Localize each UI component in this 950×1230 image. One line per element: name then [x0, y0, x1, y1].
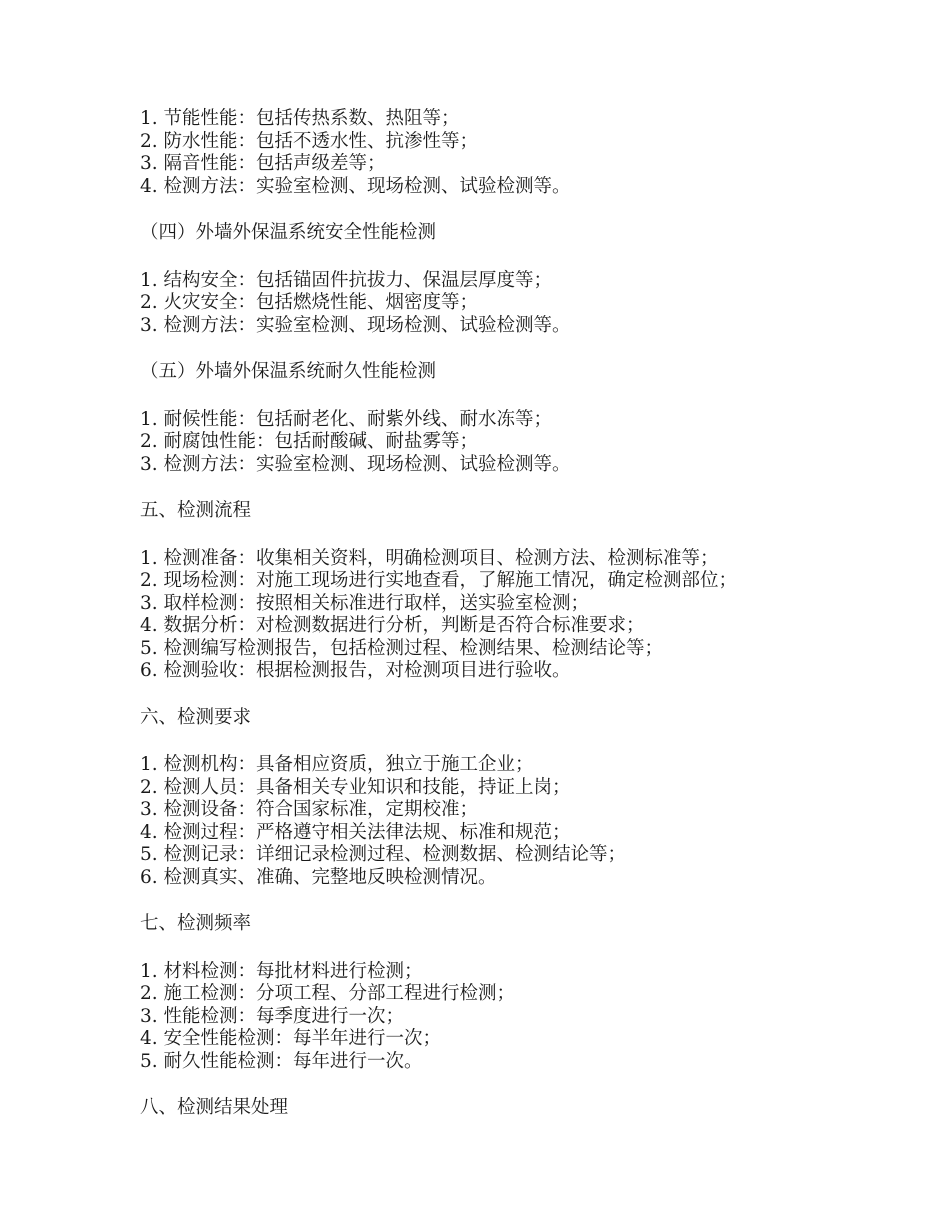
- list-item: 2. 火灾安全：包括燃烧性能、烟密度等；: [140, 292, 479, 313]
- list-item: 5. 检测记录：详细记录检测过程、检测数据、检测结论等；: [140, 844, 627, 865]
- list-item: 2. 检测人员：具备相关专业知识和技能，持证上岗；: [140, 776, 571, 798]
- list-item: 2. 耐腐蚀性能：包括耐酸碱、耐盐雾等；: [140, 431, 479, 452]
- list-item: 5. 检测编写检测报告，包括检测过程、检测结果、检测结论等；: [140, 637, 664, 659]
- section-block: [140, 707, 810, 890]
- list-item: 6. 检测真实、准确、完整地反映检测情况。: [140, 866, 497, 888]
- section-heading: （四）外墙外保温系统安全性能检测: [140, 222, 437, 243]
- section-heading: 五、检测流程: [140, 500, 252, 521]
- list-item: 4. 数据分析：对检测数据进行分析，判断是否符合标准要求；: [140, 615, 645, 636]
- section-heading: 八、检测结果处理: [140, 1097, 289, 1118]
- list-item: 1. 检测准备：收集相关资料，明确检测项目、检测方法、检测标准等；: [140, 547, 719, 569]
- list-item: 3. 性能检测：每季度进行一次；: [140, 1005, 405, 1027]
- list-item: 2. 防水性能：包括不透水性、抗渗性等；: [140, 130, 479, 152]
- list-item: 6. 检测验收：根据检测报告，对检测项目进行验收。: [140, 660, 571, 681]
- list-item: 4. 检测过程：严格遵守相关法律法规、标准和规范；: [140, 821, 571, 843]
- section-heading: 七、检测频率: [140, 913, 252, 934]
- list-item: 2. 现场检测：对施工现场进行实地查看，了解施工情况，确定检测部位；: [140, 570, 738, 591]
- section-block: [140, 913, 810, 1073]
- list-item: 3. 检测方法：实验室检测、现场检测、试验检测等。: [140, 453, 571, 475]
- section-heading: 六、检测要求: [140, 706, 252, 728]
- list-item: 1. 结构安全：包括锚固件抗拔力、保温层厚度等；: [140, 269, 553, 291]
- section-block: [140, 1097, 810, 1120]
- section-block: [140, 222, 810, 337]
- list-item: 3. 取样检测：按照相关标准进行取样，送实验室检测；: [140, 592, 590, 614]
- list-item: 3. 隔音性能：包括声级差等；: [140, 153, 386, 174]
- list-item: 5. 耐久性能检测：每年进行一次。: [140, 1050, 423, 1072]
- list-item: 3. 检测设备：符合国家标准，定期校准；: [140, 799, 479, 820]
- list-item: 1. 节能性能：包括传热系数、热阻等；: [140, 108, 460, 129]
- document-body: [140, 108, 810, 1145]
- list-item: 1. 材料检测：每批材料进行检测；: [140, 960, 423, 982]
- list-item: 1. 耐候性能：包括耐老化、耐紫外线、耐水冻等；: [140, 408, 553, 430]
- list-item: 4. 检测方法：实验室检测、现场检测、试验检测等。: [140, 175, 571, 197]
- section-block: [140, 500, 810, 683]
- section-block: [140, 108, 810, 198]
- section-block: [140, 361, 810, 476]
- list-item: 1. 检测机构：具备相应资质，独立于施工企业；: [140, 754, 534, 775]
- list-item: 2. 施工检测：分项工程、分部工程进行检测；: [140, 983, 516, 1004]
- list-item: 3. 检测方法：实验室检测、现场检测、试验检测等。: [140, 314, 571, 336]
- section-heading: （五）外墙外保温系统耐久性能检测: [140, 361, 437, 382]
- list-item: 4. 安全性能检测：每半年进行一次；: [140, 1028, 442, 1049]
